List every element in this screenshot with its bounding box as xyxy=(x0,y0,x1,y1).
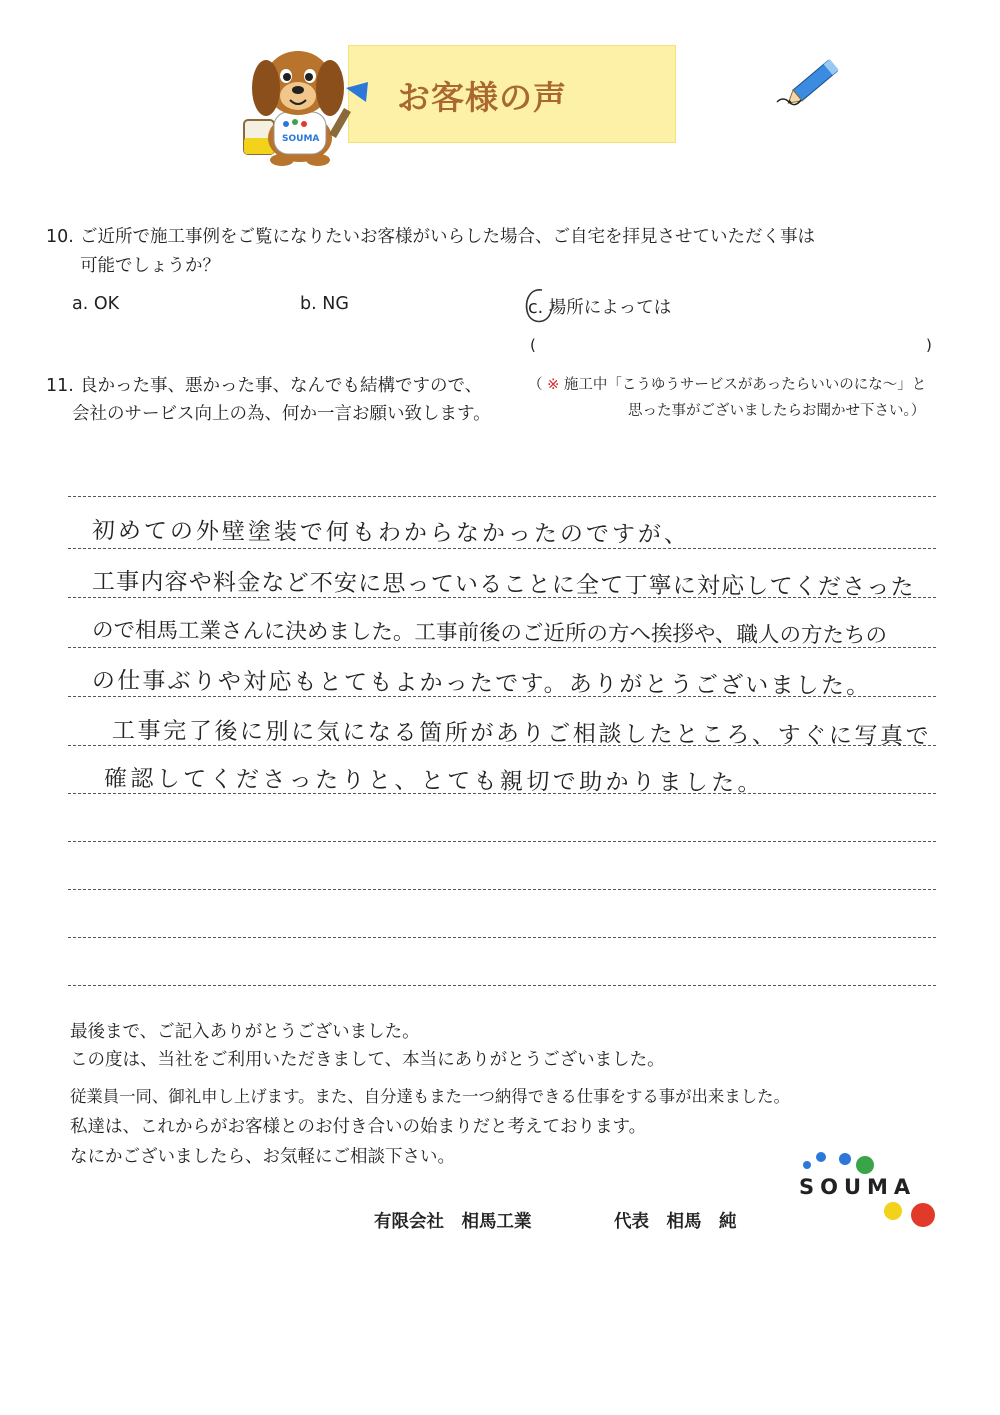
answer-rule xyxy=(68,841,936,842)
page-title: お客様の声 xyxy=(397,78,567,117)
q10-paren-open: ( xyxy=(530,336,536,354)
q10-option-c[interactable]: c. 場所によっては xyxy=(528,298,672,318)
company-name: 有限会社 相馬工業 xyxy=(374,1212,532,1232)
q10-line2: 可能でしょうか？ xyxy=(80,256,220,276)
q10-paren-close: ) xyxy=(926,336,932,354)
q10-option-a[interactable]: a. OK xyxy=(72,294,120,314)
q11-line1: 良かった事、悪かった事、なんでも結構ですので、 xyxy=(80,376,483,396)
souma-logo xyxy=(795,1147,945,1232)
handwritten-answer-line: 初めての外壁塗装で何もわからなかったのですが、 xyxy=(91,518,691,549)
handwritten-answer-line: 確認してくださったりと、とても親切で助かりました。 xyxy=(103,766,765,797)
q10-number: 10. xyxy=(46,227,74,247)
logo-text: SOUMA xyxy=(799,1175,917,1199)
title-banner xyxy=(348,45,676,143)
q11-note-line2: 思った事がございましたらお聞かせ下さい。） xyxy=(628,403,926,419)
representative-name: 代表 相馬 純 xyxy=(614,1212,737,1232)
q10-option-b[interactable]: b. NG xyxy=(300,294,349,314)
answer-rule xyxy=(68,548,936,549)
handwritten-answer-line: ので相馬工業さんに決めました。工事前後のご近所の方へ挨拶や、職人の方たちの xyxy=(91,618,888,649)
closing-line: 従業員一同、御礼申し上げます。また、自分達もまた一つ納得できる仕事をする事が出来ました。 xyxy=(70,1087,790,1106)
selection-circle-icon xyxy=(520,284,560,328)
handwritten-answer-line: の仕事ぶりや対応もとてもよかったです。ありがとうございました。 xyxy=(91,668,872,700)
answer-rule xyxy=(68,889,936,890)
answer-rule xyxy=(68,985,936,986)
q11-number: 11. xyxy=(46,376,74,396)
closing-line: 最後まで、ご記入ありがとうございました。 xyxy=(70,1022,420,1042)
answer-rule xyxy=(68,937,936,938)
q11-note-line1: （ ※ 施工中「こうゆうサービスがあったらいいのにな～」と xyxy=(528,377,927,393)
dog-mascot-icon xyxy=(238,38,378,168)
closing-line: この度は、当社をご利用いただきまして、本当にありがとうございました。 xyxy=(70,1050,665,1070)
handwritten-answer-line: 工事完了後に別に気になる箇所がありご相談したところ、すぐに写真で xyxy=(111,718,932,750)
answer-rule xyxy=(68,496,936,497)
pencil-icon xyxy=(775,52,850,112)
mascot-shirt-text: SOUMA xyxy=(282,134,320,144)
note-mark: ※ xyxy=(547,377,560,393)
q11-line2: 会社のサービス向上の為、何か一言お願い致します。 xyxy=(72,404,491,424)
handwritten-answer-line: 工事内容や料金など不安に思っていることに全て丁寧に対応してくださった xyxy=(91,569,915,601)
closing-line: 私達は、これからがお客様とのお付き合いの始まりだと考えております。 xyxy=(70,1117,647,1137)
closing-line: なにかございましたら、お気軽にご相談下さい。 xyxy=(70,1147,455,1167)
q10-line1: ご近所で施工事例をご覧になりたいお客様がいらした場合、ご自宅を拝見させていただく事は xyxy=(80,227,815,247)
